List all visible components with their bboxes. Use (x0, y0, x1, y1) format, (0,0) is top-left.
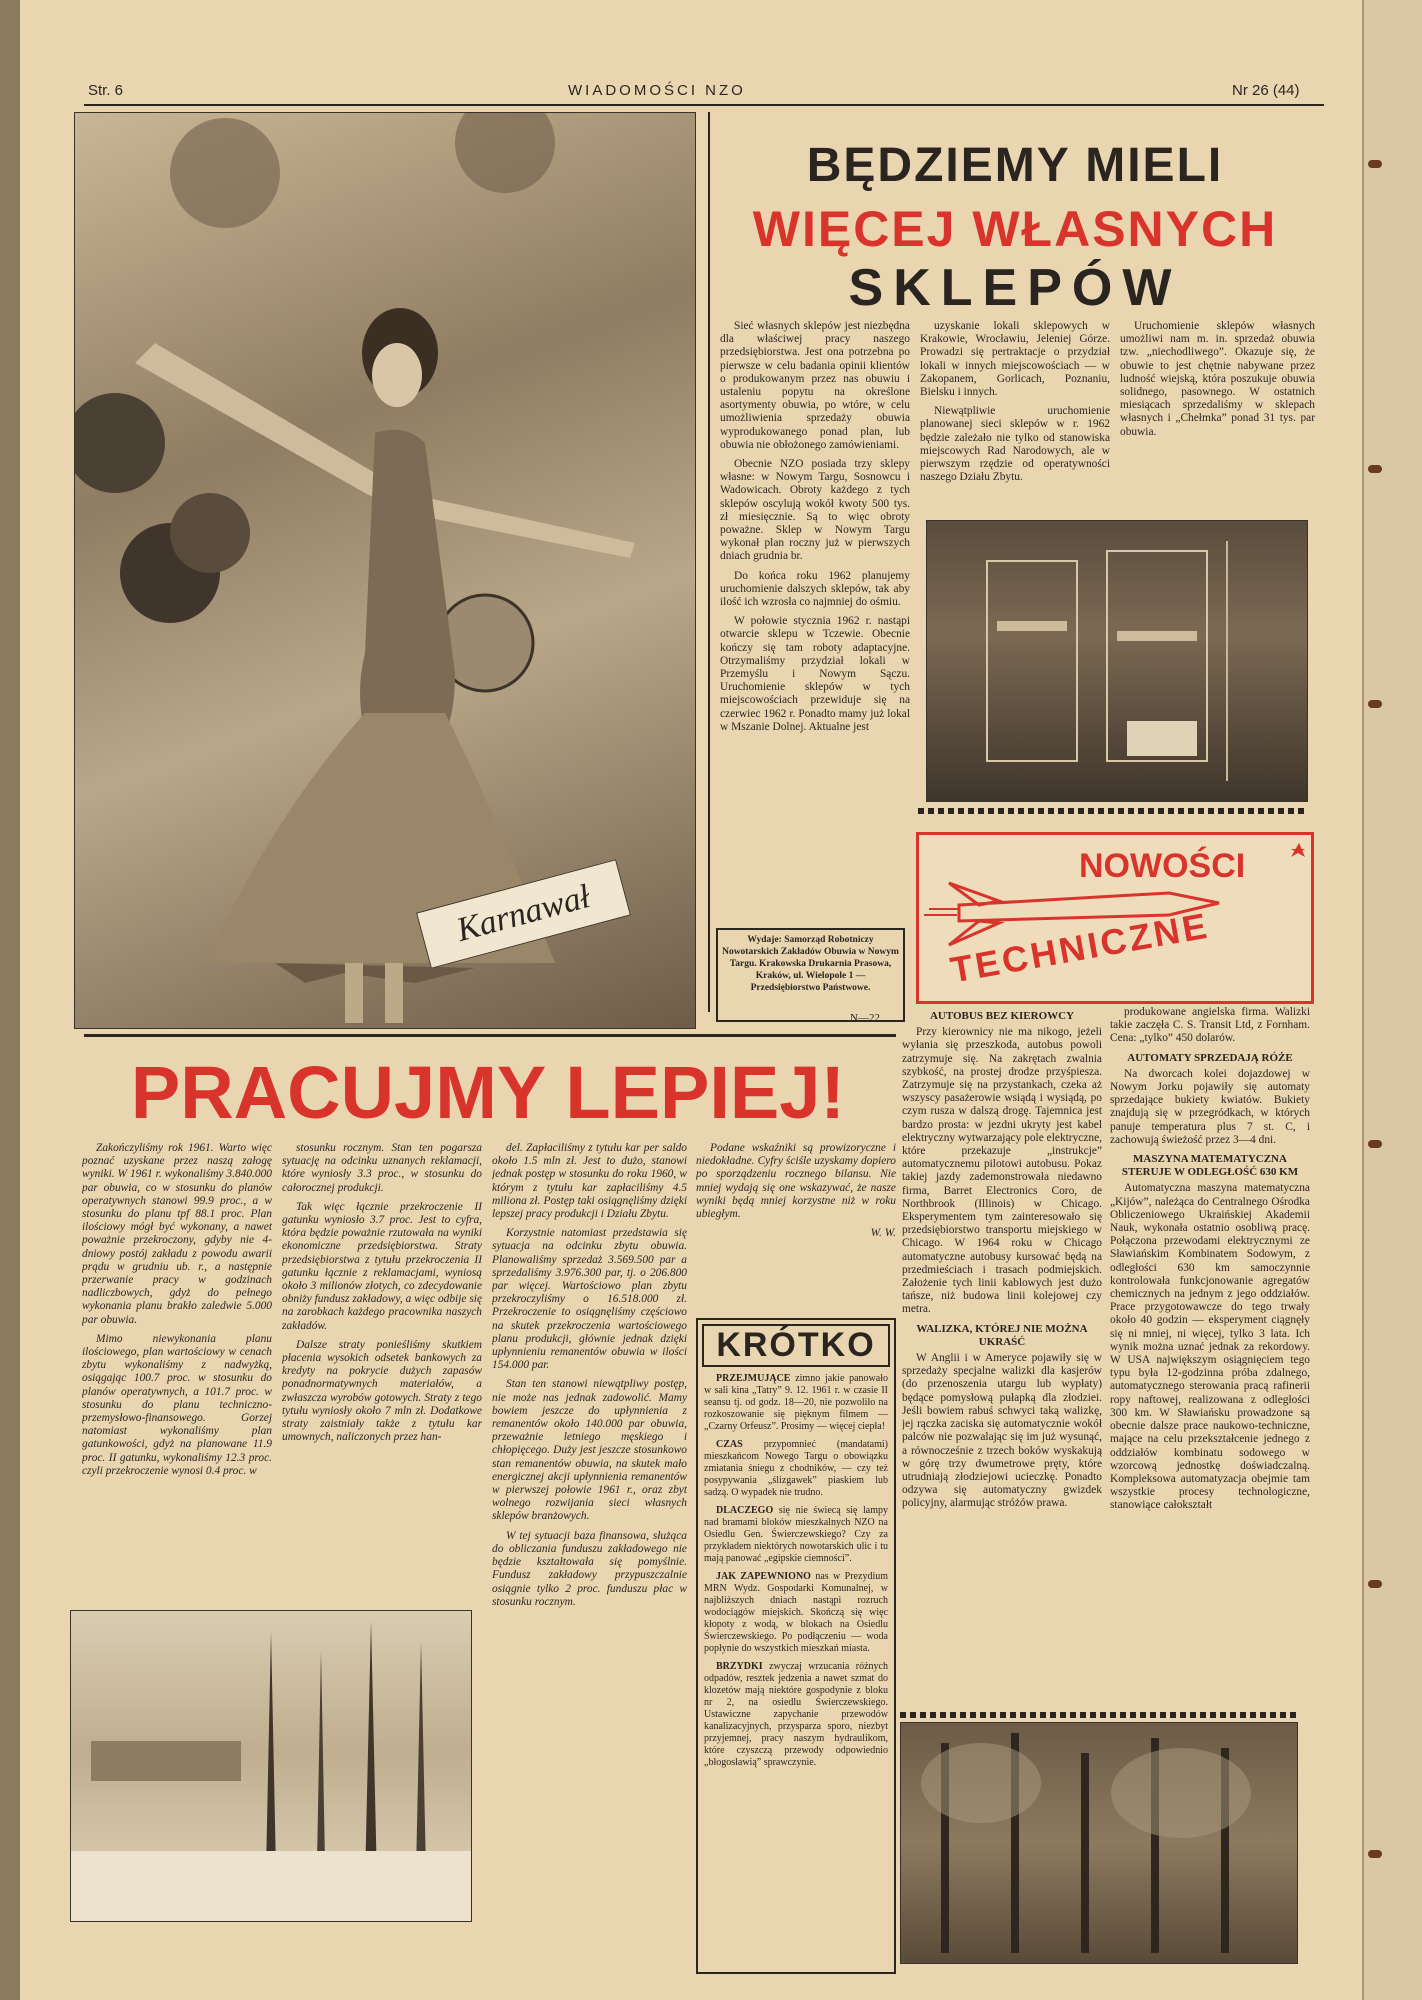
section-rule (84, 1034, 896, 1037)
paragraph: Tak więc łącznie przekroczenie II gatunku wyniosło 3.7 proc. Jest to cyfra, która będzie poważnie rzutowała na wyniki ekonomiczne przedsiębiorstwa. Straty przedsiębiorstwa z tytułu przekroczenia II gatunku łącznie z reklamacjami, wyniosą około 3 milionów złotych, co zdecydowanie obniży fundusz zakładowy, a więc odbije się na zarobkach każdego pracownika naszych zakładów. (282, 1200, 482, 1332)
imprint-text: Wydaje: Samorząd Robotniczy Nowotarskich Zakładów Obuwia w Nowym Targu. Krakowska Drukarnia Prasowa, Kraków, ul. Wielopole 1 — Przedsiębiorstwo Państwowe. (722, 935, 899, 993)
decorative-rule (918, 808, 1306, 814)
winter-photo-graphic (71, 1611, 471, 1921)
paragraph: del. Zapłaciliśmy z tytułu kar per saldo około 1.5 mln zł. Jest to dużo, stanowi jednak postęp w stosunku do roku 1960, w którym z tytułu kar zapłaciliśmy 4.5 miliona zł. Postęp taki osiągnęliśmy dzięki lepszej pracy produkcji i Działu Zbytu. (492, 1142, 687, 1221)
nowosci-word: NOWOŚCI (1079, 847, 1246, 885)
paragraph: Do końca roku 1962 planujemy uruchomienie dalszych sklepów, tak aby ilość ich wzrosła co najmniej do ośmiu. (720, 569, 910, 609)
paragraph: W tej sytuacji baza finansowa, służąca do obliczania funduszu zakładowego nie będzie kształtowała się pomyślnie. Fundusz zakładowy przypuszczalnie osiągnie tylko 2 proc. funduszu płac w stosunku rocznym. (492, 1529, 687, 1608)
pracujmy-headline: PRACUJMY LEPIEJ! (130, 1051, 846, 1134)
binding-hole (1368, 1580, 1382, 1588)
imprint-code: N—22 (850, 1012, 880, 1024)
imprint-box (716, 928, 905, 1022)
binding-hole (1368, 700, 1382, 708)
paragraph: Na dworcach kolei dojazdowej w Nowym Jorku pojawiły się automaty sprzedające bukiety kwiatów. Bukiety znajdują się w przegródkach, w których panuje temperatura plus 7 st. C, i zachowują świeżość przez 3—4 dni. (1110, 1067, 1310, 1146)
pracujmy-column-3 (492, 1142, 687, 1972)
krotko-items (698, 1371, 894, 1777)
nowosci-techniczne-logo (916, 832, 1314, 1004)
subheading: AUTOMATY SPRZEDAJĄ RÓŻE (1127, 1051, 1293, 1064)
nowosci-column-1 (902, 1006, 1102, 1706)
paragraph: stosunku rocznym. Stan ten pogarsza sytuację na odcinku uznanych reklamacji, które wyniosły 3.3 proc., w stosunku do całorocznej produkcji. (282, 1142, 482, 1194)
pracujmy-column-2 (282, 1142, 482, 1592)
paragraph: Uruchomienie sklepów własnych umożliwi nam m. in. sprzedaż obuwia tzw. „niechodliwego”. Okazuje się, że obuwie to jest chętnie nabywane przez ludność wiejską, która poszukuje obuwia solidnego, pasownego. W ostatnich miesiącach sprzedaliśmy w sklepach własnych i „Chełmka” ponad 31 tys. par obuwia. (1120, 320, 1315, 438)
newspaper-page (20, 0, 1400, 2000)
forest-photo-graphic (901, 1723, 1297, 1963)
krotko-box (696, 1318, 896, 1974)
subheading: WALIZKA, KTÓREJ NIE MOŻNA UKRAŚĆ (916, 1322, 1088, 1348)
pracujmy-column-1 (82, 1142, 272, 1592)
krotko-item: CZAS przypomnieć (mandatami) mieszkańcom Nowego Targu o obowiązku zmiatania śniegu z chodników, — czy też posypywania „ślizgawek” piaskiem lub sadzą. O wypadek nie trudno. (704, 1439, 889, 1498)
paragraph: Stan ten stanowi niewątpliwy postęp, nie może nas jednak zadowolić. Mamy bowiem jeszcze do upłynnienia z remanentów około 140.000 par obuwia, przeważnie letniego męskiego i chłopięcego. Duży jest jeszcze stosunkowo stan remanentów obuwia, na skutek mało energicznej akcji upłynnienia remanentów w pierwszej połowie 1961 r., oraz zbyt wolnego rozwijania sieci własnych sklepów branżowych. (492, 1378, 687, 1523)
paragraph: Dalsze straty ponieśliśmy skutkiem płacenia wysokich odsetek bankowych za kredyty na pokrycie dużych zapasów ponadnormatywnych materiałów, a zwłaszcza wyrobów gotowych. Straty z tego tytułu wyniosły około 7 mln zł. Dodatkowe straty zaistniały także z tytułu kar umownych, naliczonych przez han- (282, 1338, 482, 1444)
header-rule (84, 104, 1324, 106)
techniczne-word: TECHNICZNE (947, 904, 1213, 991)
nowosci-column-2 (1110, 1006, 1310, 1706)
page-number: Str. 6 (88, 82, 124, 99)
issue-number: Nr 26 (44) (1232, 82, 1300, 99)
paragraph: Niewątpliwie uruchomienie planowanej sieci sklepów w r. 1962 będzie zależało nie tylko od stanowiska miejscowych Rad Narodowych, ale w pierwszym rzędzie od operatywności naszego Działu Zbytu. (920, 405, 1110, 484)
subheading: MASZYNA MATEMATYCZNA STERUJE W ODLEGŁOŚĆ 630 KM (1121, 1153, 1299, 1179)
paragraph: Podane wskaźniki są prowizoryczne i niedokładne. Cyfry ściśle uzyskamy dopiero po sporządzeniu rocznego bilansu. Nie mniej wydają się one wskazywać, że nasze wyniki będą mniej korzystne niż w roku ubiegłym. (696, 1142, 896, 1221)
krotko-item: DLACZEGO się nie świecą się lampy nad bramami bloków mieszkalnych NZO na Osiedlu Gen. Świerczewskiego? Czy za przykładem niektórych nowotarskich ulic i tu mają panować „egipskie ciemności”. (704, 1505, 888, 1564)
paragraph: Automatyczna maszyna matematyczna „Kijów”, należąca do Centralnego Ośrodka Obliczeniowego Ukraińskiej Akademii Nauk, wykonała ostatnio osobliwą pracę. Połączona przewodami elektrycznymi ze Sławiańskim Kombinatem Sodowym, z odległości 630 km samoczynnie kontrolowała funkcjonowanie agregatów chemicznych na jednym z jego oddziałów. Prace przygotowawcze do tego trwały około 40 godzin — eksperyment ciągnęły się ni mniej, ni więcej, tylko 3 lata. Ich wynik można uznać jednak za rekordowy. W USA największym osiągnięciem tego typu była 12-godzinna próba zdalnego, automatycznego sterowania pracą rafinerii ropy naftowej, realizowana z odległości 300 km. W Sławiańsku prowadzone są obecnie dalsze prace naukowo-techniczne, mające na celu przekształcenie jednego z oddziałów kombinatu sodowego w wzorcową jednostkę doświadczalną. Kompleksowa automatyzacja obejmie tam wszystkie procesy technologiczne, stanowiące całokształt (1110, 1182, 1310, 1512)
feature-headline-line2: WIĘCEJ WŁASNYCH (752, 201, 1278, 257)
feature-headline-line3: SKLEPÓW (848, 259, 1182, 317)
krotko-item: BRZYDKI zwyczaj wrzucania różnych odpadów, resztek jedzenia a nawet szmat do klozetów mają niektóre gospodynie z bloku nr 2, na osiedlu Świerczewskiego. Ustawiczne zapychanie przewodów kanalizacyjnych, przysparza sporo, niezbyt przyjemnej, pracy naszym hydraulikom, które czyszczą przewody odpowiednio „błogosławią” sprawczynie. (704, 1661, 888, 1768)
column-divider (708, 112, 710, 1012)
krotko-title: KRÓTKO (702, 1324, 890, 1367)
binding-hole (1368, 1850, 1382, 1858)
feature-column-2 (920, 320, 1110, 510)
krotko-item: JAK ZAPEWNIONO nas w Prezydium MRN Wydz. Gospodarki Komunalnej, w najbliższych dniach nastąpi rozruch wodociągów miejskich. Skończą się więc kłopoty z wodą, w blokach na Osiedlu Świerczewskiego. Po podłączeniu — woda popłynie do wszystkich mieszkań miasta. (704, 1571, 888, 1654)
shop-interior-photo (926, 520, 1308, 802)
decorative-rule (900, 1712, 1296, 1718)
signature: W. W. (870, 1227, 896, 1240)
carnival-photo (74, 112, 696, 1029)
paragraph: W Anglii i w Ameryce pojawiły się w sprzedaży specjalne walizki dla kasjerów (do przenoszenia utargu lub wypłaty) będące pomysłową pułapką dla złodziei. Jeśli bowiem rabuś schwyci taką walizkę, jej rączka zaciska się automatycznie wokół palców nie pozwalając się im już wysunąć, a równocześnie z trzech boków wyskakują w górę trzy dwumetrowe pręty, które utrudniają złodziejowi ucieczkę. Ponadto odzywa się automatyczny gwizdek policyjny, alarmując stróżów prawa. (902, 1352, 1102, 1510)
adjacent-page-edge (1362, 0, 1422, 2000)
pracujmy-column-4 (696, 1142, 896, 1312)
winter-photo (70, 1610, 472, 1922)
masthead: WIADOMOŚCI NZO (568, 82, 746, 99)
paragraph: Korzystnie natomiast przedstawia się sytuacja na odcinku zbytu obuwia. Planowaliśmy sprzedaż 3.569.500 par a sprzedaliśmy 3.976.300 par, tj. o 206.800 par więcej. Wartościowo plan zbytu przekroczyliśmy o 16.518.000 zł. Przekroczenie to osiągnęliśmy częściowo na skutek przekroczenia wartościowego planu produkcji, głównie jednak dzięki upłynnieniu remanentów obuwia w ilości 154.000 par. (492, 1227, 687, 1372)
forest-photo (900, 1722, 1298, 1964)
binding-hole (1368, 465, 1382, 473)
paragraph: W połowie stycznia 1962 r. nastąpi otwarcie sklepu w Tczewie. Obecnie kończy się tam roboty adaptacyjne. Otrzymaliśmy przydział lokali w Przemyślu i Nowym Sączu. Uruchomienie sklepów w tych miejscowościach przewiduje się na czerwiec 1962 r. Ponadto mamy już lokal w Mszanie Dolnej. Aktualne jest (720, 615, 910, 733)
photo-caption: Karnawał (416, 859, 631, 969)
paragraph: produkowane angielska firma. Walizki takie zaczęła C. S. Transit Ltd, z Fornham. Cena: „tylko” 450 dolarów. (1110, 1006, 1310, 1045)
krotko-item: PRZEJMUJĄCE zimno jakie panowało w sali kina „Tatry” 9. 12. 1961 r. w czasie II seansu tj. od godz. 18—20, nie pozwoliło na rozkoszowanie się pięknym filmem — „Czarny Orfeusz”. Prosimy — więcej ciepła! (704, 1373, 888, 1432)
binding-hole (1368, 1140, 1382, 1148)
paragraph: Sieć własnych sklepów jest niezbędna dla właściwej pracy naszego przedsiębiorstwa. Jest ona potrzebna po pierwsze w celu badania opinii klientów o produkowanym przez nas obuwiu i ustaleniu popytu na określone asortymenty obuwia, po wtóre, w celu umożliwienia sprzedaży obuwia wyprodukowanego ponad plan, lub obuwia nie obłożonego zamówieniami. (720, 320, 910, 451)
paragraph: Obecnie NZO posiada trzy sklepy własne: w Nowym Targu, Sosnowcu i Wadowicach. Obroty każdego z tych sklepów oscylują wokół kwoty 500 tys. zł miesięcznie. Są to więc obroty poważne. Sklep w Nowym Targu wykonał plan roczny już w pierwszych dniach grudnia br. (720, 458, 910, 563)
feature-column-3 (1120, 320, 1315, 510)
paragraph: Zakończyliśmy rok 1961. Warto więc poznać uzyskane przez naszą załogę wyniki. W 1961 r. wykonaliśmy 3.840.000 par obuwia, co w stosunku do planów operatywnych stanowi 99.9 proc., a w stosunku do planu tpf 88.1 proc. Plan ilościowy mógł być wykonany, a nawet poważnie przekroczony, gdyby nie 4-dniowy postój zakładu z powodu awarii prądu w grudniu ub. r., a następnie przerwanie pracy w godzinach nadliczbowych, gdyż do pełnego wykonania planu brakło zaledwie 5.000 par obuwia. (82, 1142, 272, 1326)
paragraph: uzyskanie lokali sklepowych w Krakowie, Wrocławiu, Jeleniej Górze. Prowadzi się pertraktacje o przydział lokali w innych miejscowościach — w Zakopanem, Gorlicach, Poznaniu, Bielsku i innych. (920, 320, 1110, 399)
feature-headline-line1: BĘDZIEMY MIELI (806, 139, 1224, 192)
shop-photo-graphic (927, 521, 1307, 801)
binding-hole (1368, 160, 1382, 168)
subheading: AUTOBUS BEZ KIEROWCY (929, 1010, 1075, 1022)
feature-column-1 (720, 320, 910, 935)
paragraph: Przy kierownicy nie ma nikogo, jeżeli wyłania się przeszkoda, autobus powoli zatrzymuje się. Na zakrętach zwalnia szybkość, na prostej drodze przyśpiesza. Zatrzymuje się na przystankach, czeka aż wszyscy pasażerowie wsiądą i wysiądą, po czym rusza w dalszą drogę. Tajemnica jest bardzo prosta: w jezdni ukryty jest kabel elektryczny wytwarzający pole elektryczne, które przekazuje „instrukcje” automatycznemu pilotowi autobusu. Pokaz takiej jazdy zademonstrowała niedawno firma, Barret Electronics Coro, de Northbrook (Illinois) w Chicago. Eksperymentem tym zainteresowało się przedsiębiorstwo transportu miejskiego w Chicago. W 1964 roku w Chicago automatyczne autobusy kursować będą na przedmieściach i trasach podmiejskich. Założenie tych linii kablowych jest dużo tańsze, niż budowa linii kolejowej czy metra. (902, 1026, 1102, 1316)
paragraph: Mimo niewykonania planu ilościowego, plan wartościowy w cenach zbytu wykonaliśmy z nadwyżką, osiągając 100.7 proc. w stosunku do planów operatywnych, a 101.7 proc. w stosunku do planu techniczno-przemysłowo-finansowego. Gorzej natomiast wykonaliśmy plan gatunkowości, gdyż na planowane 11.9 proc. II gatunku, wykonaliśmy 12.3 proc. czyli przekroczenie wynosi 0.4 proc. w (82, 1332, 272, 1477)
